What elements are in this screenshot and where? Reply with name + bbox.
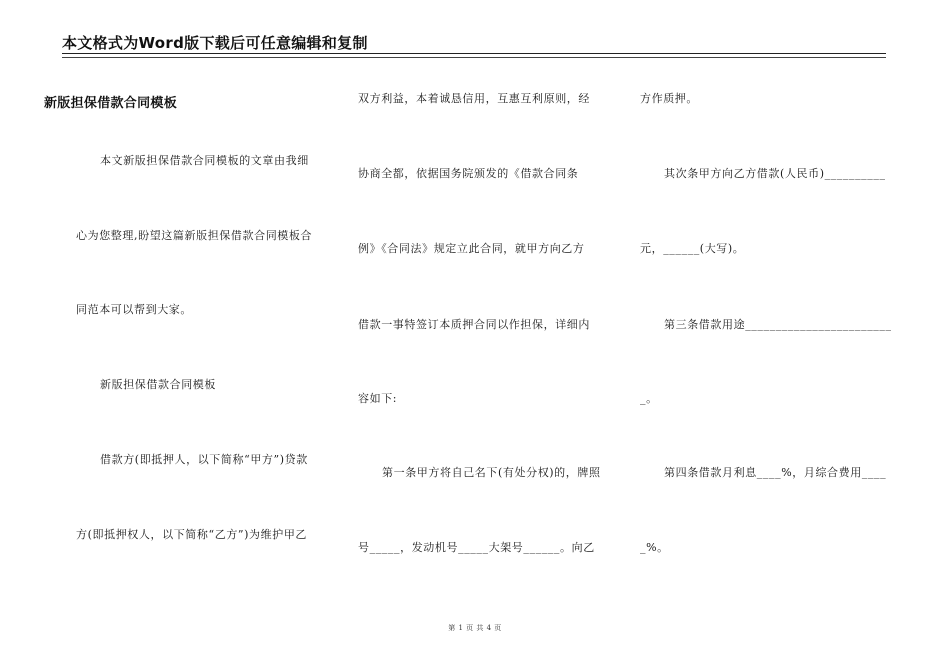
- paragraph-line: _%。: [640, 541, 669, 554]
- text-column-2: [358, 0, 620, 672]
- paragraph-line: 方作质押。: [640, 92, 698, 105]
- document-header: 本文格式为Word版下载后可任意编辑和复制: [62, 34, 368, 52]
- paragraph-line: 同范本可以帮到大家。: [76, 303, 192, 316]
- paragraph-line: 双方利益，本着诚恳信用，互惠互利原则，经: [358, 92, 590, 105]
- document-title: 新版担保借款合同模板: [44, 96, 178, 111]
- paragraph-line: 例》《合同法》规定立此合同，就甲方向乙方: [358, 242, 585, 255]
- paragraph-line: 容如下:: [358, 392, 398, 405]
- text-column-1: [76, 0, 336, 672]
- paragraph-line: 借款方(即抵押人，以下简称“甲方”)贷款: [100, 453, 308, 466]
- paragraph-line: 号_____，发动机号_____大架号______。向乙: [358, 541, 595, 554]
- paragraph-line: 第三条借款用途________________________: [664, 318, 892, 331]
- paragraph-line: 第一条甲方将自己名下(有处分权)的，牌照: [382, 466, 601, 479]
- paragraph-line: _。: [640, 392, 658, 405]
- paragraph-line: 心为您整理,盼望这篇新版担保借款合同模板合: [76, 229, 313, 242]
- paragraph-line: 借款一事特签订本质押合同以作担保，详细内: [358, 318, 590, 331]
- paragraph-line: 元，______(大写)。: [640, 242, 745, 255]
- paragraph-line: 第四条借款月利息____%，月综合费用____: [664, 466, 887, 479]
- paragraph-line: 方(即抵押权人，以下简称“乙方”)为维护甲乙: [76, 528, 308, 541]
- paragraph-line: 其次条甲方向乙方借款(人民币)__________: [664, 167, 886, 180]
- paragraph-line: 协商全都，依据国务院颁发的《借款合同条: [358, 167, 579, 180]
- paragraph-line: 本文新版担保借款合同模板的文章由我细: [100, 154, 309, 167]
- page-number: 第 1 页 共 4 页: [448, 624, 502, 632]
- text-column-3: [640, 0, 890, 672]
- paragraph-line: 新版担保借款合同模板: [100, 378, 216, 391]
